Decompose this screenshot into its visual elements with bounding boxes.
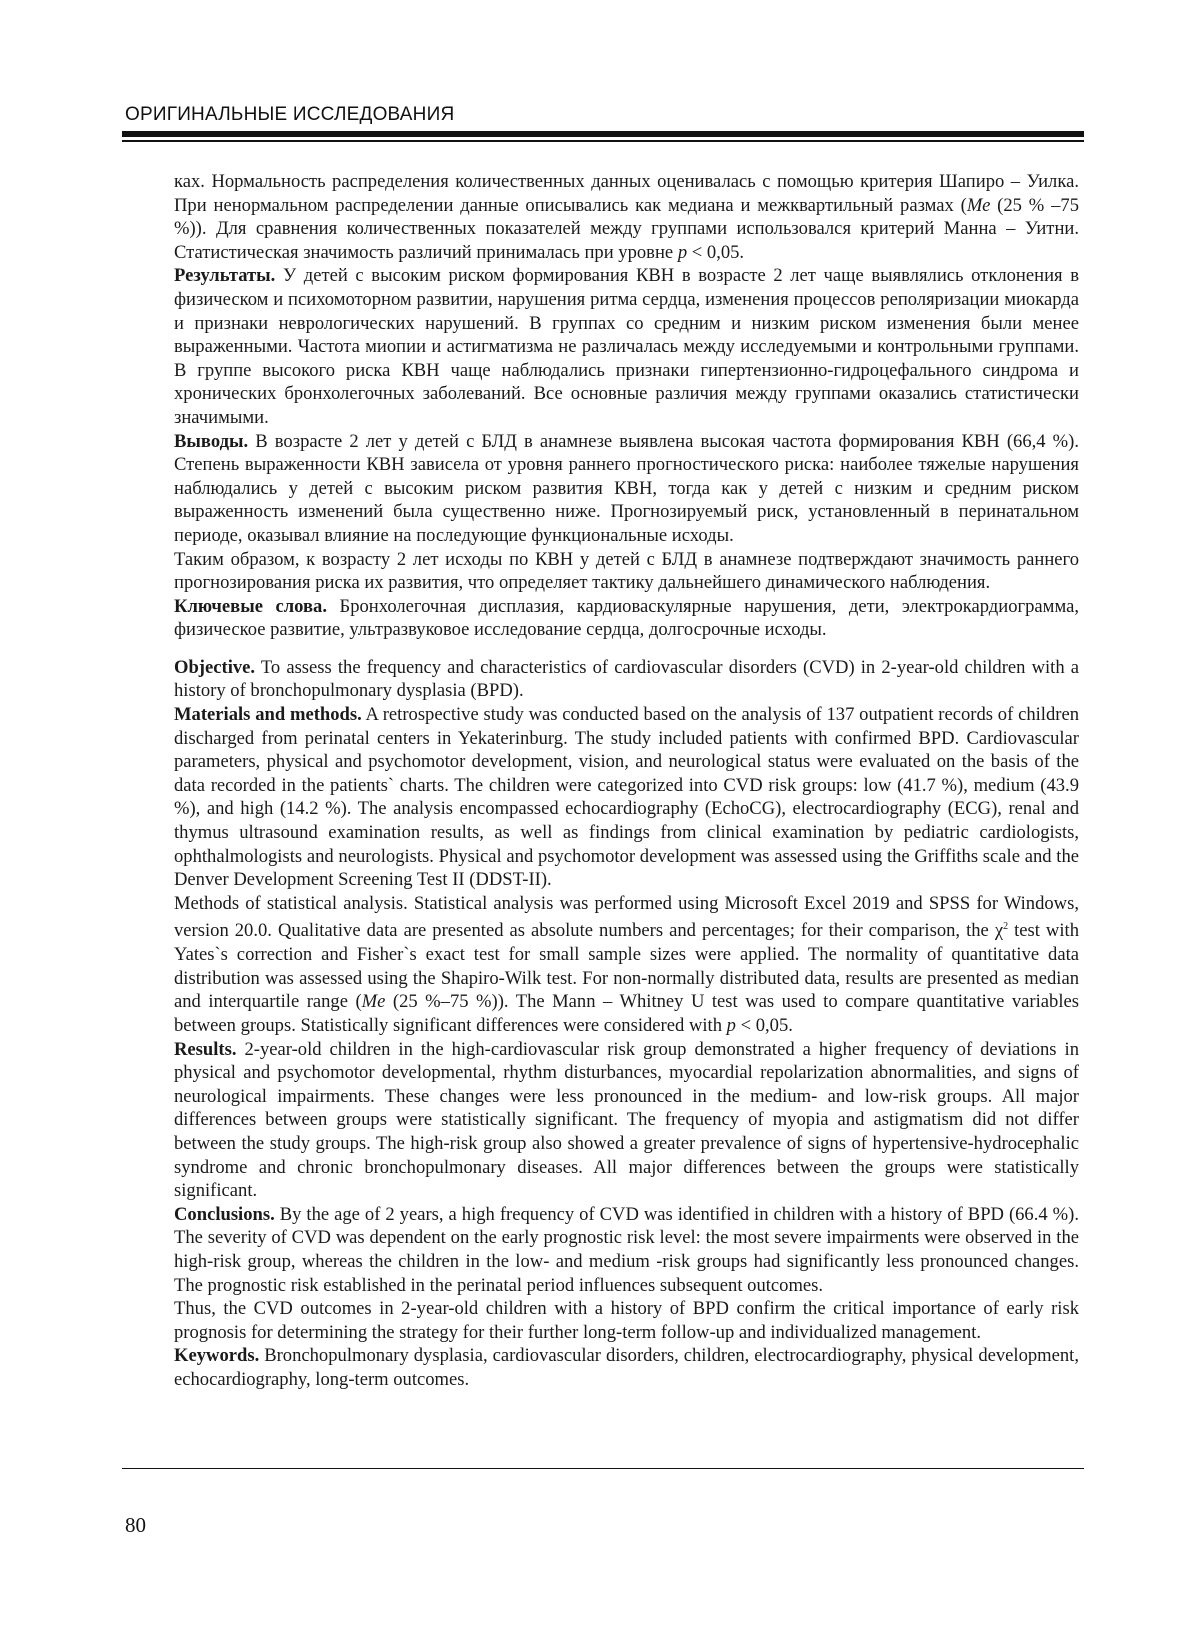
ru-results-paragraph: Результаты. У детей с высоким риском формирования КВН в возрасте 2 лет чаще выявлялись отклонения в физическом и психомоторном развитии, нарушения ритма сердца, изменения процессов реполяризации миокарда и признаки неврологических нарушений. В группах со средним и низким риском изменения были менее выраженными. Частота миопии и астигматизма не различалась между исследуемыми и контрольными группами. В группе высокого риска КВН чаще наблюдались признаки гипертензионно-гидроцефального синдрома и хронических бронхолегочных заболеваний. Все основные различия между группами оказались статистически значимыми. bbox=[174, 265, 1079, 428]
en-results-label: Results. bbox=[174, 1038, 237, 1060]
footer-rule bbox=[122, 1468, 1084, 1469]
abstract-body bbox=[174, 170, 1079, 1391]
en-results-paragraph: Results. 2-year-old children in the high-cardiovascular risk group demonstrated a higher frequency of deviations in physical and psychomotor developmental, rhythm disturbances, myocardial repolarization abnormalities, and signs of neurological impairments. These changes were less pronounced in the medium- and low-risk groups. All major differences between groups were statistically significant. The frequency of myopia and astigmatism did not differ between the study groups. The high-risk group also showed a greater prevalence of signs of hypertensive-hydrocephalic syndrome and chronic bronchopulmonary diseases. All major differences between the groups were statistically significant. bbox=[174, 1038, 1079, 1202]
en-objective-label: Objective. bbox=[174, 656, 256, 678]
en-summary-paragraph: Thus, the CVD outcomes in 2-year-old children with a history of BPD confirm the critical importance of early risk prognosis for determining the strategy for their further long-term follow-up and individualized management. bbox=[174, 1298, 1079, 1343]
ru-keywords-paragraph: Ключевые слова. Бронхолегочная дисплазия, кардиоваскулярные нарушения, дети, электрокардиограмма, физическое развитие, ультразвуковое исследование сердца, долгосрочные исходы. bbox=[174, 595, 1079, 641]
en-materials-paragraph: Materials and methods. A retrospective study was conducted based on the analysis of 137 outpatient records of children discharged from perinatal centers in Yekaterinburg. The study included patients with confirmed BPD. Cardiovascular parameters, physical and psychomotor development, vision, and neurological status were evaluated on the basis of the data recorded in the patients` charts. The children were categorized into CVD risk groups: low (41.7 %), medium (43.9 %), and high (14.2 %). The analysis encompassed echocardiography (EchoCG), electrocardiography (ECG), renal and thymus ultrasound examination results, as well as findings from clinical examination by pediatric cardiologists, ophthalmologists and neurologists. Physical and psychomotor development was assessed using the Griffiths scale and the Denver Development Screening Test II (DDST-II). bbox=[174, 704, 1079, 891]
running-header: ОРИГИНАЛЬНЫЕ ИССЛЕДОВАНИЯ bbox=[125, 104, 455, 125]
language-separator bbox=[174, 642, 1079, 656]
english-abstract bbox=[174, 656, 1079, 1392]
ru-keywords-label: Ключевые слова. bbox=[174, 595, 327, 617]
ru-conclusions-paragraph: Выводы. В возрасте 2 лет у детей с БЛД в анамнезе выявлена высокая частота формирования КВН (66,4 %). Степень выраженности КВН зависела от уровня раннего прогностического риска: наиболее тяжелые нарушения наблюдались у детей с высоким риском развития КВН, тогда как у детей с низким и средним риском выраженность изменений была существенно ниже. Прогнозируемый риск, установленный в перинатальном периоде, оказывал влияние на последующие функциональные исходы. bbox=[174, 430, 1079, 546]
ru-summary-paragraph: Таким образом, к возрасту 2 лет исходы по КВН у детей с БЛД в анамнезе подтверждают значимость раннего прогнозирования риска их развития, что определяет тактику дальнейшего динамического наблюдения. bbox=[174, 548, 1079, 594]
chi-square-superscript: 2 bbox=[1003, 921, 1009, 933]
en-materials-label: Materials and methods. bbox=[174, 704, 362, 726]
ru-conclusions-label: Выводы. bbox=[174, 430, 249, 452]
ru-results-label: Результаты. bbox=[174, 265, 276, 287]
en-keywords-label: Keywords. bbox=[174, 1345, 260, 1367]
page-number: 80 bbox=[125, 1513, 146, 1537]
en-conclusions-paragraph: Conclusions. By the age of 2 years, a high frequency of CVD was identified in children with a history of BPD (66.4 %). The severity of CVD was dependent on the early prognostic risk level: the most severe impairments were observed in the high-risk group, whereas the children in the low- and medium -risk groups had significantly less pronounced changes. The prognostic risk established in the perinatal period influences subsequent outcomes. bbox=[174, 1203, 1079, 1296]
en-keywords-paragraph: Keywords. Bronchopulmonary dysplasia, cardiovascular disorders, children, electrocardiography, physical development, echocardiography, long-term outcomes. bbox=[174, 1345, 1079, 1390]
en-conclusions-label: Conclusions. bbox=[174, 1203, 275, 1225]
header-rule-thick bbox=[122, 131, 1084, 137]
en-statistics-paragraph: Methods of statistical analysis. Statistical analysis was performed using Microsoft Excel 2019 and SPSS for Windows, version 20.0. Qualitative data are presented as absolute numbers and percentages; for their comparison, the $\chi^2$ test with Yates`s correction and Fisher`s exact test for small sample sizes were applied. The normality of quantitative data distribution was assessed using the Shapiro-Wilk test. For non-normally distributed data, results are presented as median and interquartile range (Me (25 %–75 %)). The Mann – Whitney U test was used to compare quantitative variables between groups. Statistically significant differences were considered with p < 0,05. bbox=[174, 892, 1079, 1036]
en-objective-paragraph: Objective. To assess the frequency and characteristics of cardiovascular disorders (CVD) in 2-year-old children with a history of bronchopulmonary dysplasia (BPD). bbox=[174, 656, 1079, 702]
header-rule-thin bbox=[122, 140, 1084, 142]
ru-methods-continuation: ках. Нормальность распределения количественных данных оценивалась с помощью критерия Шапиро – Уилка. При ненормальном распределении данные описывались как медиана и межквартильный размах (Ме (25 % –75 %)). Для сравнения количественных показателей между группами использовался критерий Манна – Уитни. Статистическая значимость различий принималась при уровне p < 0,05. bbox=[174, 171, 1079, 263]
